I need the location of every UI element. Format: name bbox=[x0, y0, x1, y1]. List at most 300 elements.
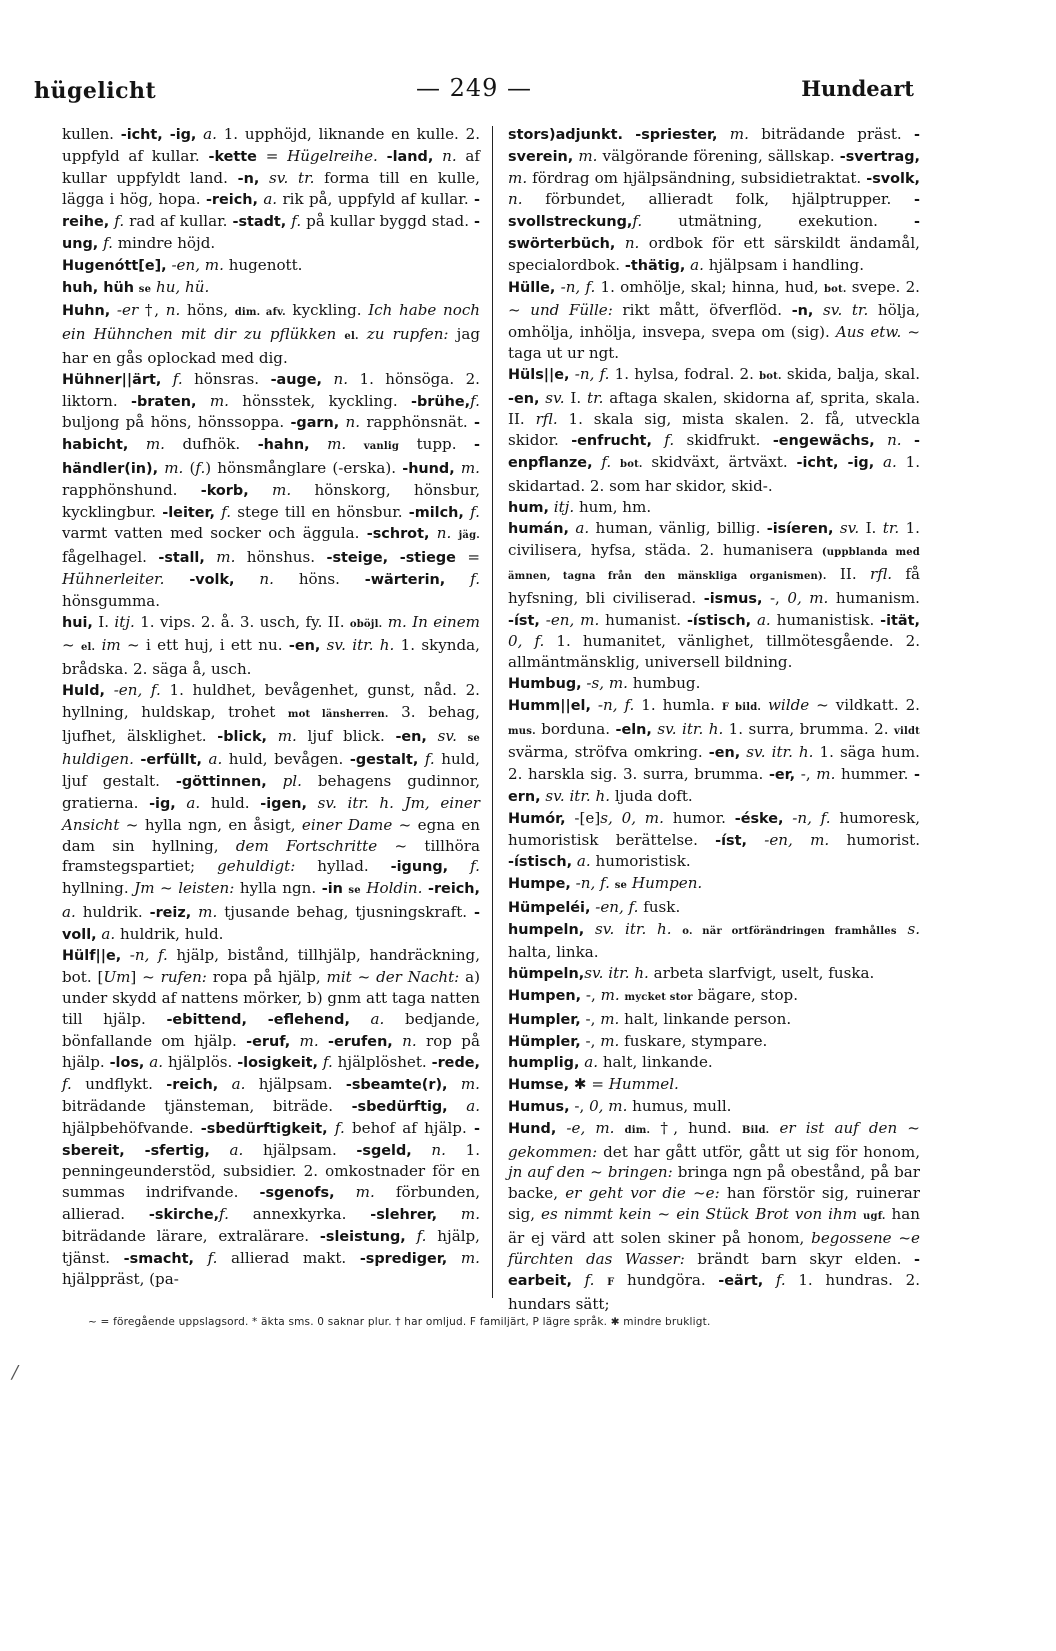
entry-text bbox=[591, 696, 598, 714]
entry-text: 1. säga hum. 2. harskla sig. 3. surra, brumma. bbox=[508, 743, 920, 784]
entry-text: fågelhagel. bbox=[62, 548, 159, 567]
entry-text: humor. bbox=[663, 808, 735, 827]
entry-text bbox=[457, 727, 468, 745]
headword: -schrot, bbox=[366, 526, 430, 543]
grammar-italic: a. bbox=[584, 1053, 599, 1072]
headword: -blick, bbox=[217, 728, 267, 745]
entry-text: 1. upphöjd, liknande en kulle. 2. uppfyld af kullar. bbox=[62, 125, 480, 165]
headword: -brühe, bbox=[411, 393, 471, 410]
entry-text: hummer. bbox=[835, 765, 915, 784]
entry-text: bägare, stop. bbox=[692, 986, 798, 1005]
headword: -en, bbox=[708, 745, 741, 762]
entry-text bbox=[218, 1075, 231, 1093]
headword: -ung, bbox=[62, 214, 480, 252]
entry-text bbox=[783, 809, 792, 827]
grammar-italic: tr. bbox=[882, 519, 900, 538]
grammar-italic: a. bbox=[186, 793, 201, 812]
headword: -svolk, bbox=[866, 170, 920, 187]
headword: -sbereit, -sfertig, bbox=[62, 1120, 480, 1159]
dictionary-entry bbox=[508, 1031, 920, 1053]
usage-label: jäg. bbox=[458, 530, 480, 542]
grammar-italic: n. bbox=[402, 1031, 417, 1050]
grammar-italic: jn auf den ~ bringen: bbox=[508, 1163, 673, 1182]
headword: -hahn, bbox=[257, 437, 310, 454]
dictionary-entry bbox=[508, 919, 920, 964]
usage-label: dim. afv. bbox=[234, 307, 286, 319]
headword: Humus, bbox=[508, 1099, 570, 1116]
dictionary-entry bbox=[62, 369, 480, 612]
grammar-italic: f. bbox=[424, 750, 435, 769]
dictionary-entry bbox=[62, 612, 480, 680]
grammar-italic: a. bbox=[203, 125, 217, 143]
grammar-italic: itj. bbox=[553, 497, 575, 516]
entry-text bbox=[448, 1097, 467, 1115]
dictionary-entry bbox=[508, 1074, 920, 1096]
dictionary-entry bbox=[62, 277, 480, 301]
grammar-italic: Holdin. bbox=[366, 879, 423, 898]
entry-text: brändt barn skyr elden. bbox=[684, 1249, 915, 1268]
entry-text: humanistisk. bbox=[770, 610, 881, 629]
entry-text: hyllad. bbox=[295, 857, 391, 876]
headword: Hümpeléi, bbox=[508, 899, 591, 916]
grammar-italic: m. bbox=[355, 1183, 375, 1202]
entry-text bbox=[128, 435, 146, 453]
entry-text: halt, linkande person. bbox=[619, 1009, 792, 1028]
entry-text: -[e] bbox=[565, 808, 601, 827]
dictionary-entry bbox=[508, 985, 920, 1009]
dictionary-entry bbox=[508, 1118, 920, 1315]
grammar-italic: f. bbox=[470, 569, 480, 588]
headword: -sverein, bbox=[508, 127, 920, 165]
grammar-italic: n. bbox=[345, 413, 361, 432]
grammar-italic: m. bbox=[729, 125, 749, 143]
grammar-italic: zu rupfen: bbox=[366, 325, 449, 344]
headword: Hühner||ärt, bbox=[62, 371, 162, 388]
entry-text bbox=[897, 920, 908, 938]
grammar-italic: itj. bbox=[114, 612, 135, 631]
grammar-italic: -en, m. bbox=[764, 830, 830, 849]
headword: -eärt, bbox=[718, 1273, 764, 1290]
grammar-italic: m. bbox=[460, 1075, 480, 1094]
entry-text: arbeta slarfvigt, uselt, fuska. bbox=[648, 964, 875, 983]
entry-text: -, bbox=[580, 1009, 601, 1028]
grammar-italic: Hummel. bbox=[608, 1075, 679, 1094]
grammar-italic: m. bbox=[327, 435, 347, 454]
grammar-italic: Ich habe noch ein Hühnchen mit dir zu pflükken bbox=[62, 301, 480, 344]
dictionary-entry bbox=[508, 1052, 920, 1074]
dictionary-entry bbox=[508, 1009, 920, 1031]
usage-label: ugf. bbox=[863, 1211, 886, 1223]
usage-label: bot. bbox=[823, 283, 847, 295]
headword: -svollstreckung, bbox=[508, 192, 920, 231]
grammar-italic: -en, m. bbox=[545, 610, 600, 629]
entry-text: i ett huj, i ett nu. bbox=[139, 636, 289, 655]
right-column bbox=[508, 124, 920, 1315]
headword: -steige, -stiege bbox=[326, 550, 456, 567]
headword: Humpe, bbox=[508, 876, 571, 893]
headword: Humpler, bbox=[508, 1011, 581, 1028]
entry-text: rapphönsnät. bbox=[360, 413, 474, 432]
entry-text bbox=[328, 1119, 335, 1137]
usage-label: mus. bbox=[508, 725, 536, 737]
entry-text bbox=[556, 1119, 566, 1137]
entry-text: skidväxt, ärtväxt. bbox=[642, 452, 797, 471]
grammar-italic: n. bbox=[436, 524, 452, 543]
entry-text: förbundet, allieradt folk, hjälptrupper. bbox=[522, 190, 915, 209]
entry-text: han förstör sig, ruinerar sig, bbox=[508, 1184, 921, 1224]
entry-text: 1. civilisera, hyfsa, städa. 2. humanisera bbox=[508, 519, 920, 560]
dictionary-entry bbox=[508, 695, 920, 808]
grammar-italic: f. bbox=[601, 452, 612, 471]
grammar-italic: n. bbox=[333, 369, 349, 388]
headword: -reich, bbox=[166, 1077, 219, 1094]
entry-text: biträdande lärare, extralärare. bbox=[62, 1226, 320, 1245]
entry-text bbox=[672, 920, 683, 938]
entry-text bbox=[813, 301, 823, 319]
entry-text: ✱ = bbox=[569, 1075, 609, 1094]
entry-text: hönsstek, kyckling. bbox=[228, 391, 412, 410]
usage-label: bot. bbox=[759, 370, 782, 382]
dictionary-entry bbox=[62, 300, 480, 368]
entry-text bbox=[319, 1032, 328, 1050]
entry-text: skida, balja, skal. bbox=[781, 364, 920, 383]
entry-text: hönsras. bbox=[182, 369, 271, 388]
usage-label: Bild. bbox=[741, 1124, 770, 1136]
headword: -los, bbox=[109, 1055, 145, 1072]
grammar-italic: n. bbox=[431, 1140, 446, 1159]
entry-text: -, bbox=[581, 986, 601, 1005]
entry-text: huldrik, huld. bbox=[115, 924, 224, 943]
grammar-italic: gehuldigt: bbox=[217, 857, 296, 876]
entry-text: hönshus. bbox=[235, 548, 327, 567]
entry-text bbox=[769, 1119, 779, 1137]
entry-text: 1. humanitet, vänlighet, tillmötesgående. 2. allmäntmänsklig, universell bildning. bbox=[508, 632, 921, 672]
entry-text: borduna. bbox=[535, 719, 616, 738]
headword: Humpen, bbox=[508, 988, 582, 1005]
dictionary-entry bbox=[508, 873, 920, 897]
grammar-italic: f. bbox=[470, 857, 480, 876]
entry-text: humbug. bbox=[627, 673, 701, 692]
grammar-italic: rfl. bbox=[535, 410, 558, 429]
entry-text: biträdande präst. bbox=[748, 125, 915, 143]
grammar-italic: a. bbox=[576, 852, 591, 871]
headword: Hugenótt[e], bbox=[62, 257, 167, 274]
entry-text: svärma, ströfva omkring. bbox=[508, 743, 709, 762]
entry-text bbox=[763, 1271, 776, 1289]
entry-text bbox=[194, 1249, 208, 1267]
grammar-italic: mit ~ der Nacht: bbox=[326, 968, 460, 987]
entry-text bbox=[406, 1227, 417, 1245]
headword: -reiz, bbox=[149, 904, 192, 921]
column-divider bbox=[492, 126, 493, 1298]
grammar-italic: sv. itr. h. bbox=[545, 786, 611, 805]
entry-text bbox=[427, 727, 438, 745]
grammar-italic: a. bbox=[263, 190, 278, 209]
grammar-italic: m. bbox=[145, 435, 165, 454]
entry-text bbox=[164, 570, 189, 588]
entry-text bbox=[572, 1271, 585, 1289]
headword: -reich, bbox=[205, 192, 258, 209]
headword: humpeln, bbox=[508, 921, 585, 938]
grammar-italic: sv. bbox=[545, 388, 565, 407]
entry-text bbox=[121, 946, 130, 964]
entry-text bbox=[161, 370, 172, 388]
entry-text bbox=[614, 1119, 624, 1137]
entry-text: rikt mått, öfverflöd. bbox=[612, 301, 792, 320]
grammar-italic: -n, f. bbox=[792, 808, 831, 827]
entry-text: humus, mull. bbox=[627, 1097, 732, 1116]
grammar-italic: -n, f. bbox=[575, 874, 610, 893]
entry-text: hölja, omhölja, inhölja, insvepa, svepa om (sig). bbox=[508, 301, 921, 342]
grammar-italic: n. bbox=[624, 233, 640, 252]
grammar-italic: Aus etw. ~ bbox=[835, 323, 920, 342]
entry-text bbox=[447, 1249, 461, 1267]
entry-text: fusk. bbox=[638, 897, 681, 916]
headword: -korb, bbox=[200, 482, 249, 499]
grammar-italic: -er bbox=[116, 301, 139, 320]
usage-label: F bbox=[607, 1277, 615, 1289]
entry-text: I. bbox=[564, 388, 588, 407]
entry-text: hum, hm. bbox=[574, 497, 652, 516]
grammar-italic: f. bbox=[219, 1205, 229, 1224]
usage-label: el. bbox=[344, 331, 359, 343]
entry-text: forma till en kulle, lägga i hög, hopa. bbox=[62, 168, 480, 209]
entry-text: annexkyrka. bbox=[228, 1205, 371, 1224]
grammar-italic: -s, m. bbox=[586, 673, 628, 692]
grammar-italic: huldigen. bbox=[62, 750, 134, 769]
entry-text: ordbok för ett särskildt ändamål, specialordbok. bbox=[508, 233, 920, 274]
grammar-italic: a. bbox=[370, 1009, 385, 1028]
grammar-italic: a. bbox=[101, 924, 116, 943]
entry-text: 1. surra, brumma. 2. bbox=[723, 719, 894, 738]
entry-text: 1. huldhet, bevågenhet, gunst, nåd. 2. hyllning, huldskap, trohet bbox=[62, 680, 480, 721]
entry-text bbox=[448, 1075, 461, 1093]
entry-text: höns. bbox=[273, 569, 365, 588]
headword: -spriester, bbox=[635, 127, 718, 143]
grammar-italic: -n, f. bbox=[574, 364, 610, 383]
entry-text: humoristisk. bbox=[590, 852, 691, 871]
grammar-italic: sv. tr. bbox=[269, 168, 315, 187]
entry-text: humanism. bbox=[828, 588, 920, 607]
headword: -sprediger, bbox=[359, 1250, 448, 1267]
grammar-italic: m. bbox=[198, 902, 218, 921]
grammar-italic: m. bbox=[600, 986, 620, 1005]
running-head bbox=[34, 72, 914, 112]
headword: -habicht, bbox=[62, 415, 480, 454]
entry-text bbox=[249, 481, 272, 499]
entry-text: huld, bevågen. bbox=[222, 750, 350, 769]
grammar-italic: m. bbox=[164, 458, 184, 477]
headword: -land, bbox=[386, 148, 434, 165]
headword: Hümpler, bbox=[508, 1033, 581, 1050]
entry-text bbox=[322, 370, 333, 388]
grammar-italic: a. bbox=[756, 610, 771, 629]
header-right-word: Hundeart bbox=[801, 76, 914, 101]
headword: Humbug, bbox=[508, 675, 582, 692]
entry-text bbox=[652, 431, 664, 449]
entry-text bbox=[448, 857, 470, 875]
entry-text bbox=[761, 696, 768, 714]
grammar-italic: 0, m. bbox=[787, 588, 829, 607]
entry-text bbox=[267, 727, 278, 745]
grammar-italic: a. bbox=[149, 1053, 164, 1072]
headword: -smacht, bbox=[123, 1250, 195, 1267]
usage-label: se bbox=[348, 885, 361, 897]
entry-text: hjälpsam. bbox=[243, 1140, 357, 1159]
grammar-italic: -en, m. bbox=[171, 255, 224, 274]
headword: -auge, bbox=[270, 371, 323, 388]
entry-text: undflykt. bbox=[71, 1075, 167, 1094]
headword: -milch, bbox=[408, 504, 464, 521]
grammar-italic: m. bbox=[209, 391, 229, 410]
entry-text bbox=[412, 1141, 432, 1159]
headword: -sbedürftig, bbox=[351, 1099, 448, 1116]
grammar-italic: im ~ bbox=[101, 636, 140, 655]
headword: -n, bbox=[791, 303, 814, 320]
entry-text: hjälpsam i handling. bbox=[703, 255, 865, 274]
entry-text: egna en dam sin hyllning, bbox=[62, 815, 480, 855]
grammar-italic: sv. bbox=[437, 726, 457, 745]
entry-text bbox=[378, 147, 387, 165]
grammar-italic: sv. itr. h. bbox=[657, 719, 724, 738]
entry-text: tillhöra framstegspartiet; bbox=[62, 836, 480, 876]
entry-text: I. bbox=[859, 519, 883, 538]
headword: -engewächs, bbox=[772, 433, 875, 450]
entry-text: buljong på höns, hönssoppa. bbox=[62, 413, 291, 432]
headword: -skirche, bbox=[148, 1207, 220, 1224]
headword: -sgenofs, bbox=[259, 1185, 335, 1202]
headword: -garn, bbox=[290, 415, 340, 432]
headword: -stall, bbox=[158, 550, 205, 567]
entry-text: få hyfsning, bli civiliserad. bbox=[508, 564, 920, 607]
headword: -volk, bbox=[189, 571, 235, 588]
entry-text bbox=[310, 435, 328, 453]
headword: humán, bbox=[508, 521, 569, 538]
grammar-italic: sv. itr. h. bbox=[594, 919, 672, 938]
margin-mark: / bbox=[12, 1362, 19, 1383]
grammar-italic: dem Fortschritte ~ bbox=[235, 836, 408, 855]
headword: -en, bbox=[395, 728, 427, 745]
entry-text: tupp. bbox=[399, 435, 475, 454]
entry-text: rik på, uppfyld af kullar. bbox=[277, 190, 475, 209]
entry-text bbox=[451, 524, 458, 542]
entry-text bbox=[176, 794, 187, 812]
entry-text: 1. hundras. 2. hundars sätt; bbox=[508, 1271, 920, 1314]
usage-label: o. när ortförändringen framhålles bbox=[682, 925, 897, 937]
usage-label: (uppblanda med ämnen, tagna från den mänskliga organismen). bbox=[508, 547, 921, 582]
entry-text: ] bbox=[130, 968, 143, 987]
entry-text: hönskorg, hönsbur, kycklingbur. bbox=[62, 480, 480, 521]
entry-text: 1. skala sig, mista skalen. 2. få, utveckla skidor. bbox=[508, 410, 921, 450]
dictionary-entry bbox=[508, 364, 920, 497]
grammar-italic: m. In einem ~ bbox=[62, 612, 480, 655]
dictionary-entry bbox=[508, 673, 920, 695]
entry-text: hyllning. bbox=[62, 879, 135, 898]
grammar-italic: a. bbox=[575, 519, 590, 538]
headword: -erufen, bbox=[327, 1033, 393, 1050]
headword: -earbeit, bbox=[508, 1251, 920, 1290]
entry-text: ljuf blick. bbox=[296, 726, 396, 745]
grammar-italic: sv. tr. bbox=[822, 301, 869, 320]
entry-text bbox=[359, 325, 367, 343]
headword: -ig, bbox=[149, 795, 176, 812]
grammar-italic: -n, f. bbox=[597, 695, 635, 714]
entry-text: vildkatt. 2. bbox=[828, 695, 920, 714]
headword: -sbedürftigkeit, bbox=[200, 1120, 328, 1137]
grammar-italic: f. bbox=[416, 1226, 427, 1245]
headword: -voll, bbox=[62, 904, 480, 943]
usage-label: mycket stor bbox=[624, 992, 693, 1004]
entry-text: rad af kullar. bbox=[124, 212, 233, 231]
grammar-italic: sv. itr. h. Jm, einer Ansicht ~ bbox=[62, 793, 481, 834]
grammar-italic: f. bbox=[221, 502, 232, 521]
entry-text: -, bbox=[762, 588, 788, 607]
entry-text: 3. behag, ljufhet, älsklighet. bbox=[62, 702, 480, 745]
entry-text: mindre höjd. bbox=[112, 233, 216, 252]
headword: -in bbox=[321, 881, 343, 898]
headword: -rede, bbox=[431, 1055, 480, 1072]
headword: -er, bbox=[768, 767, 796, 784]
grammar-italic: tr. bbox=[587, 388, 604, 407]
entry-text: -, bbox=[795, 765, 817, 784]
usage-label: vanlig bbox=[363, 441, 400, 453]
entry-text: I. bbox=[92, 612, 115, 631]
headword: -kette bbox=[208, 148, 257, 165]
dictionary-entry bbox=[508, 897, 920, 919]
headword: huh, hüh bbox=[62, 279, 134, 296]
grammar-italic: f. bbox=[775, 1271, 786, 1290]
grammar-italic: f. bbox=[207, 1248, 218, 1267]
entry-text: allierad makt. bbox=[217, 1248, 360, 1267]
usage-label: se bbox=[467, 732, 480, 744]
entry-text: skidfrukt. bbox=[674, 431, 773, 450]
grammar-italic: rfl. bbox=[869, 564, 893, 583]
usage-label: el. bbox=[80, 642, 96, 654]
entry-text: fördrag om hjälpsändning, subsidietraktat. bbox=[527, 168, 867, 187]
usage-label: mot länsherren. bbox=[287, 708, 389, 720]
entry-text bbox=[335, 1183, 356, 1201]
headword: -hund, bbox=[402, 460, 455, 477]
entry-text: huld. bbox=[200, 793, 261, 812]
dictionary-entry bbox=[62, 680, 480, 946]
headword: -reihe, bbox=[62, 192, 480, 231]
entry-text bbox=[307, 794, 318, 812]
grammar-italic: -en, f. bbox=[113, 680, 161, 699]
headword: -íst, bbox=[715, 832, 747, 849]
entry-text: hugenott. bbox=[223, 255, 303, 274]
entry-text: hjälpbehöfvande. bbox=[62, 1118, 201, 1137]
grammar-italic: f. bbox=[103, 233, 113, 252]
headword: -losigkeit, bbox=[237, 1055, 319, 1072]
entry-text bbox=[429, 524, 436, 542]
usage-label: vildt bbox=[893, 725, 920, 737]
dictionary-entry bbox=[508, 497, 920, 519]
usage-label: bot. bbox=[620, 458, 643, 470]
headword: -sbeamte(r), bbox=[345, 1077, 448, 1094]
headword: hümpeln, bbox=[508, 966, 585, 983]
grammar-italic: f. bbox=[114, 212, 125, 231]
dictionary-entry bbox=[508, 277, 920, 364]
entry-text: hönsgumma. bbox=[62, 591, 161, 610]
grammar-italic: f. bbox=[470, 502, 480, 521]
entry-text bbox=[594, 1271, 607, 1289]
entry-text: behagens gudinnor, gratierna. bbox=[62, 772, 480, 812]
entry-text bbox=[210, 1141, 230, 1159]
grammar-italic: begossene ~e fürchten das Wasser: bbox=[508, 1228, 920, 1268]
grammar-italic: sv. itr. h. bbox=[584, 964, 649, 983]
grammar-italic: f. bbox=[291, 212, 302, 231]
grammar-italic: n. bbox=[508, 190, 523, 209]
